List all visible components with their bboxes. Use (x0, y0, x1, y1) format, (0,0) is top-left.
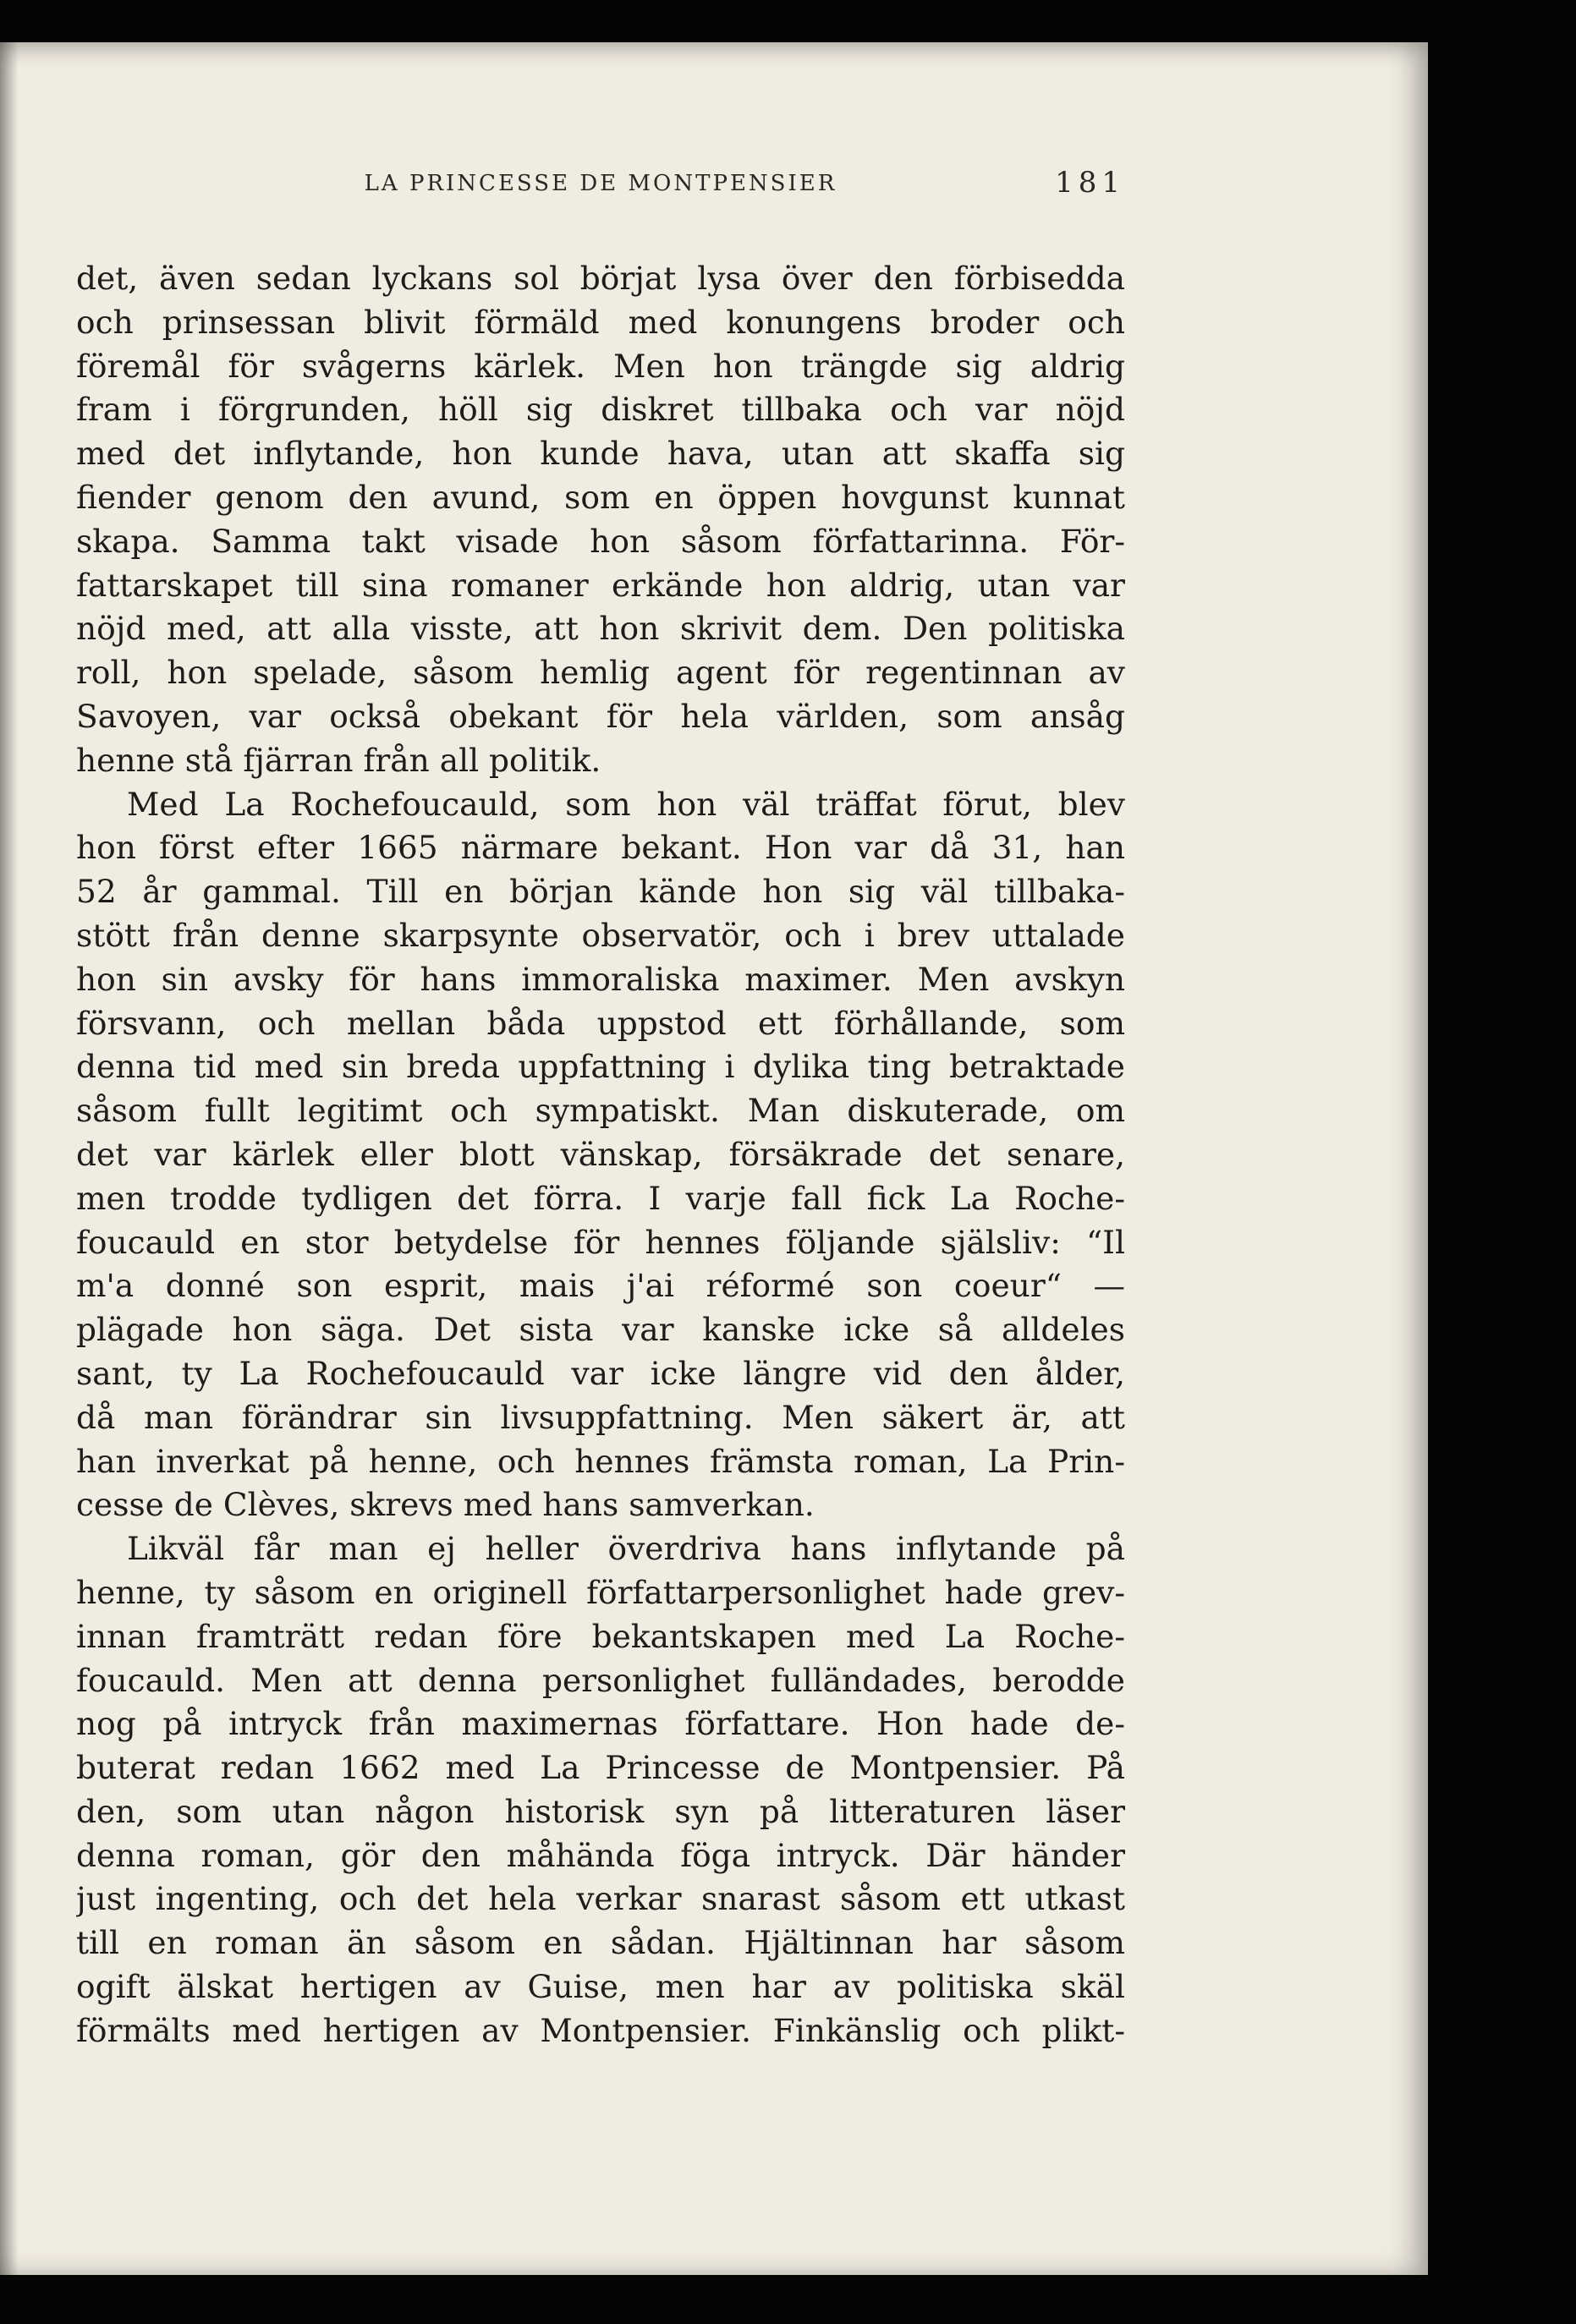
body-text (76, 257, 1125, 2053)
text-line: skapa. Samma takt visade hon såsom författarinna. För- (76, 522, 1125, 560)
text-line: med det inflytande, hon kunde hava, utan att skaffa sig (76, 435, 1125, 473)
text-line: roll, hon spelade, såsom hemlig agent för regentinnan av (76, 654, 1125, 692)
text-line: sant, ty La Rochefoucauld var icke längre vid den ålder, (76, 1354, 1125, 1392)
text-line: till en roman än såsom en sådan. Hjältinnan har såsom (76, 1924, 1125, 1962)
text-line: denna tid med sin breda uppfattning i dylika ting betraktade (76, 1048, 1125, 1086)
text-line: men trodde tydligen det förra. I varje fall fick La Roche- (76, 1179, 1125, 1217)
book-page (0, 42, 1428, 2275)
running-header (76, 161, 1125, 203)
text-line: hon först efter 1665 närmare bekant. Hon var då 31, han (76, 829, 1125, 867)
text-line: såsom fullt legitimt och sympatiskt. Man diskuterade, om (76, 1092, 1125, 1130)
text-line: den, som utan någon historisk syn på litteraturen läser (76, 1792, 1125, 1830)
text-line: det, även sedan lyckans sol börjat lysa över den förbisedda (76, 260, 1125, 297)
text-line: Med La Rochefoucauld, som hon väl träffat förut, blev (127, 785, 1125, 823)
page-number: 181 (1055, 166, 1125, 200)
text-line: Likväl får man ej heller överdriva hans inflytande på (127, 1530, 1125, 1568)
text-line: stött från denne skarpsynte observatör, och i brev uttalade (76, 916, 1125, 954)
text-line: henne stå fjärran från all politik. (76, 741, 601, 779)
text-line: Savoyen, var också obekant för hela världen, som ansåg (76, 697, 1125, 735)
page-gutter-shadow (0, 42, 19, 2275)
text-line: plägade hon säga. Det sista var kanske icke så alldeles (76, 1311, 1125, 1349)
text-line: m'a donné son esprit, mais j'ai réformé son coeur“ — (76, 1267, 1125, 1305)
text-line: foucauld. Men att denna personlighet fulländades, berodde (76, 1661, 1125, 1699)
text-line: det var kärlek eller blott vänskap, försäkrade det senare, (76, 1135, 1125, 1173)
text-line: och prinsessan blivit förmäld med konungens broder och (76, 303, 1125, 341)
text-line: fram i förgrunden, höll sig diskret tillbaka och var nöjd (76, 391, 1125, 429)
text-line: foucauld en stor betydelse för hennes följande själsliv: “Il (76, 1223, 1125, 1261)
text-line: fattarskapet till sina romaner erkände hon aldrig, utan var (76, 566, 1125, 604)
text-line: hon sin avsky för hans immoraliska maximer. Men avskyn (76, 960, 1125, 998)
text-line: 52 år gammal. Till en början kände hon sig väl tillbaka- (76, 873, 1125, 911)
text-line: då man förändrar sin livsuppfattning. Men säkert är, att (76, 1398, 1125, 1436)
text-line: henne, ty såsom en originell författarpersonlighet hade grev- (76, 1573, 1125, 1611)
text-line: cesse de Clèves, skrevs med hans samverkan. (76, 1486, 815, 1524)
running-title: LA PRINCESSE DE MONTPENSIER (364, 171, 837, 196)
text-line: fiender genom den avund, som en öppen hovgunst kunnat (76, 478, 1125, 516)
text-line: försvann, och mellan båda uppstod ett förhållande, som (76, 1004, 1125, 1042)
text-line: nog på intryck från maximernas författare. Hon hade de- (76, 1705, 1125, 1743)
text-line: han inverkat på henne, och hennes främsta roman, La Prin- (76, 1442, 1125, 1480)
text-line: innan framträtt redan före bekantskapen med La Roche- (76, 1617, 1125, 1655)
text-line: just ingenting, och det hela verkar snarast såsom ett utkast (76, 1880, 1125, 1918)
text-line: denna roman, gör den måhända föga intryck. Där händer (76, 1836, 1125, 1874)
text-line: förmälts med hertigen av Montpensier. Finkänslig och plikt- (76, 2011, 1125, 2049)
text-line: nöjd med, att alla visste, att hon skrivit dem. Den politiska (76, 610, 1125, 648)
text-line: buterat redan 1662 med La Princesse de Montpensier. På (76, 1749, 1125, 1787)
text-line: ogift älskat hertigen av Guise, men har av politiska skäl (76, 1968, 1125, 2006)
text-line: föremål för svågerns kärlek. Men hon trängde sig aldrig (76, 347, 1125, 385)
